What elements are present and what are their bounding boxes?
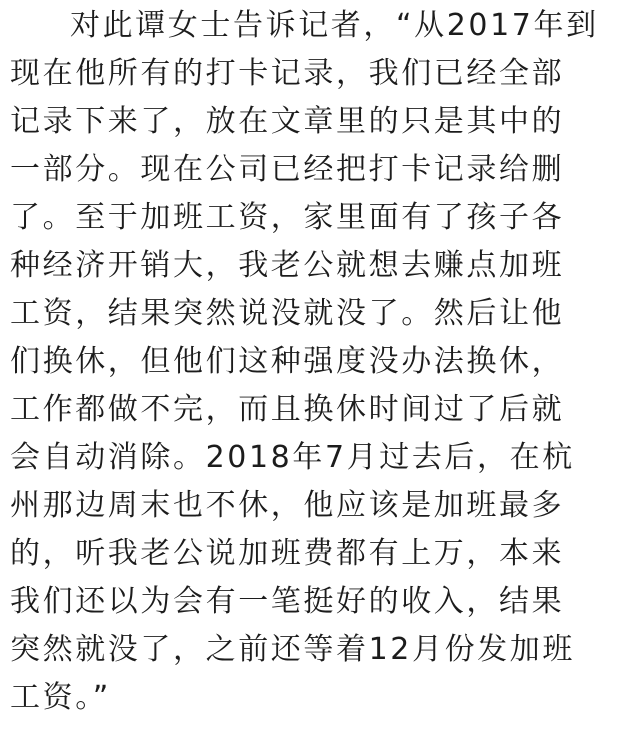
text-line: 种经济开销大，我老公就想去赚点加班 [10, 248, 565, 283]
text-line: 现在他所有的打卡记录，我们已经全部 [10, 56, 565, 91]
text-line: 我们还以为会有一笔挺好的收入，结果 [10, 584, 565, 619]
text-line: 州那边周末也不休，他应该是加班最多 [10, 488, 565, 523]
text-line: 会自动消除。2018年7月过去后，在杭 [10, 440, 575, 475]
text-line: 一部分。现在公司已经把打卡记录给删 [10, 152, 565, 187]
text-line: 工资，结果突然说没就没了。然后让他 [10, 296, 565, 331]
text-line: 对此谭女士告诉记者，“从2017年到 [70, 8, 599, 43]
text-line: 工资。” [10, 680, 111, 715]
text-line: 了。至于加班工资，家里面有了孩子各 [10, 200, 565, 235]
text-line: 的，听我老公说加班费都有上万，本来 [10, 536, 565, 571]
text-line: 工作都做不完，而且换休时间过了后就 [10, 392, 565, 427]
text-line: 们换休，但他们这种强度没办法换休， [10, 344, 565, 379]
text-line: 记录下来了，放在文章里的只是其中的 [10, 104, 565, 139]
text-line: 突然就没了，之前还等着12月份发加班 [10, 632, 575, 667]
